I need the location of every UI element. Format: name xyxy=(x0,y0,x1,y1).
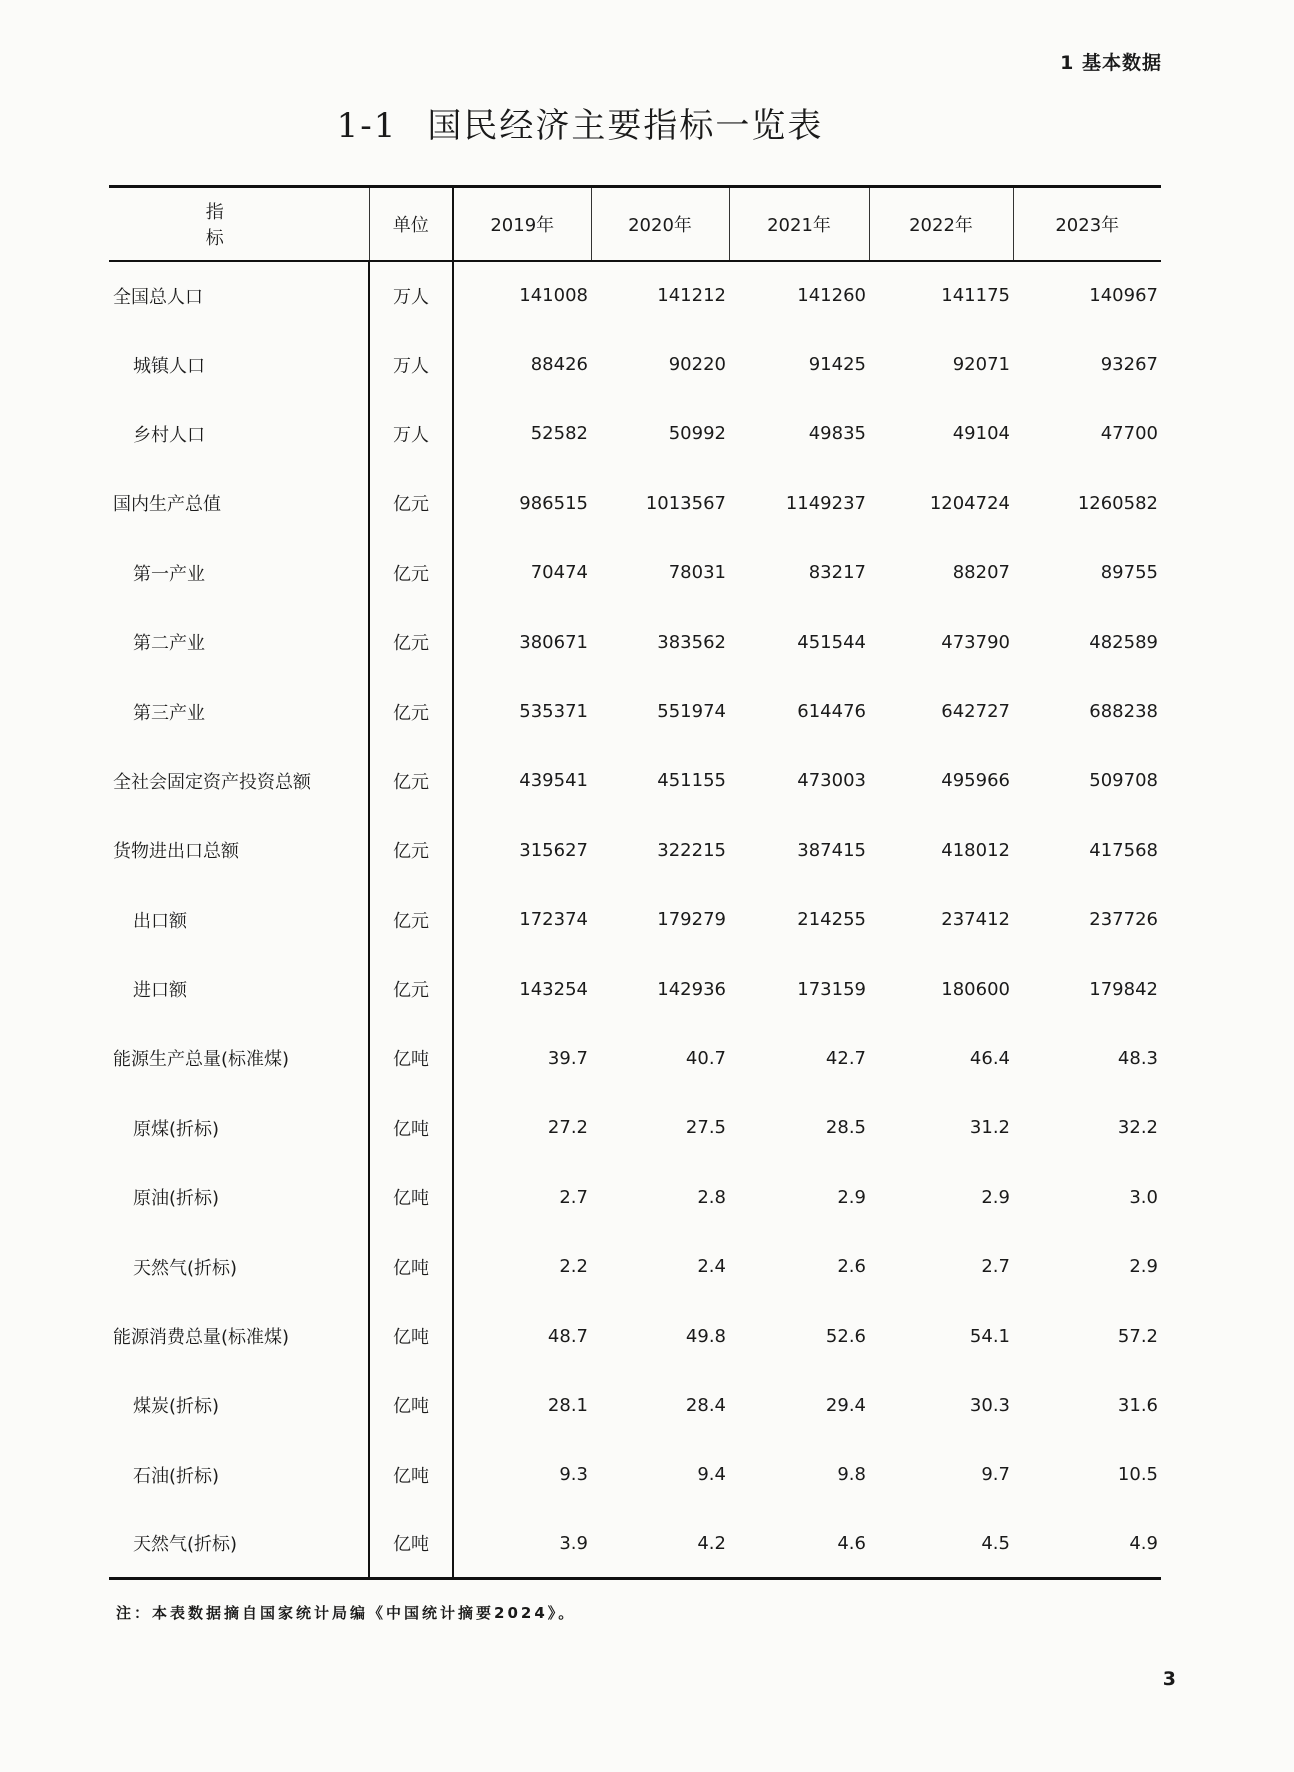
indicator-cell: 能源消费总量(标准煤) xyxy=(113,1327,290,1349)
value-cell: 30.3 xyxy=(969,1394,1010,1416)
value-cell: 1204724 xyxy=(929,492,1010,514)
value-cell: 49835 xyxy=(808,423,866,445)
value-cell: 93267 xyxy=(1100,354,1158,376)
table-row xyxy=(109,399,1161,468)
page-number: 3 xyxy=(1162,1668,1176,1690)
value-cell: 52.6 xyxy=(825,1325,866,1347)
unit-cell: 亿吨 xyxy=(369,1232,453,1301)
value-cell: 54.1 xyxy=(969,1325,1010,1347)
unit-cell: 亿元 xyxy=(369,538,453,607)
value-cell: 387415 xyxy=(797,839,866,861)
indicator-cell: 石油(折标) xyxy=(133,1465,220,1487)
value-cell: 4.2 xyxy=(697,1532,726,1554)
table-row xyxy=(109,1440,1161,1509)
indicator-cell: 全国总人口 xyxy=(113,286,203,308)
value-cell: 141008 xyxy=(519,285,588,307)
value-cell: 10.5 xyxy=(1117,1464,1158,1486)
unit-cell: 亿吨 xyxy=(369,1093,453,1162)
value-cell: 173159 xyxy=(797,978,866,1000)
value-cell: 39.7 xyxy=(547,1047,588,1069)
value-cell: 642727 xyxy=(941,701,1010,723)
value-cell: 417568 xyxy=(1089,839,1158,861)
table-row xyxy=(109,1510,1161,1579)
indicator-cell: 进口额 xyxy=(133,980,187,1002)
indicator-cell: 全社会固定资产投资总额 xyxy=(113,771,311,793)
value-cell: 28.5 xyxy=(825,1117,866,1139)
value-cell: 2.4 xyxy=(697,1256,726,1278)
value-cell: 70474 xyxy=(530,562,588,584)
indicator-cell: 出口额 xyxy=(133,910,187,932)
value-cell: 42.7 xyxy=(825,1047,866,1069)
value-cell: 27.2 xyxy=(547,1117,588,1139)
value-cell: 986515 xyxy=(519,492,588,514)
table-row xyxy=(109,885,1161,954)
indicator-cell: 天然气(折标) xyxy=(133,1534,238,1556)
value-cell: 1260582 xyxy=(1077,492,1158,514)
indicator-cell: 第二产业 xyxy=(133,633,205,655)
value-cell: 451544 xyxy=(797,631,866,653)
value-cell: 1013567 xyxy=(645,492,726,514)
unit-cell: 万人 xyxy=(369,261,453,330)
value-cell: 2.6 xyxy=(837,1256,866,1278)
unit-cell: 亿吨 xyxy=(369,1301,453,1370)
value-cell: 31.2 xyxy=(969,1117,1010,1139)
value-cell: 141212 xyxy=(657,285,726,307)
table-row xyxy=(109,330,1161,399)
value-cell: 495966 xyxy=(941,770,1010,792)
table-row xyxy=(109,469,1161,538)
unit-cell: 亿元 xyxy=(369,607,453,676)
unit-cell: 亿元 xyxy=(369,469,453,538)
table-row xyxy=(109,1024,1161,1093)
unit-cell: 亿元 xyxy=(369,954,453,1023)
value-cell: 688238 xyxy=(1089,701,1158,723)
value-cell: 2.9 xyxy=(981,1186,1010,1208)
indicator-cell: 货物进出口总额 xyxy=(113,841,239,863)
value-cell: 473003 xyxy=(797,770,866,792)
table-row xyxy=(109,538,1161,607)
value-cell: 88426 xyxy=(530,354,588,376)
value-cell: 2.9 xyxy=(1129,1256,1158,1278)
table-number: 1-1 xyxy=(336,106,398,146)
header-year: 2021年 xyxy=(729,187,869,261)
value-cell: 49104 xyxy=(952,423,1010,445)
indicator-cell: 国内生产总值 xyxy=(113,494,221,516)
value-cell: 40.7 xyxy=(685,1047,726,1069)
value-cell: 88207 xyxy=(952,562,1010,584)
value-cell: 179842 xyxy=(1089,978,1158,1000)
value-cell: 4.6 xyxy=(837,1532,866,1554)
value-cell: 48.3 xyxy=(1117,1047,1158,1069)
value-cell: 551974 xyxy=(657,701,726,723)
unit-cell: 亿吨 xyxy=(369,1510,453,1579)
value-cell: 322215 xyxy=(657,839,726,861)
header-year: 2020年 xyxy=(591,187,729,261)
unit-cell: 万人 xyxy=(369,330,453,399)
indicator-cell: 城镇人口 xyxy=(133,355,205,377)
table-row xyxy=(109,746,1161,815)
table-title-text: 国民经济主要指标一览表 xyxy=(427,106,824,146)
value-cell: 473790 xyxy=(941,631,1010,653)
indicator-cell: 煤炭(折标) xyxy=(133,1396,220,1418)
unit-cell: 亿元 xyxy=(369,885,453,954)
value-cell: 27.5 xyxy=(685,1117,726,1139)
value-cell: 4.5 xyxy=(981,1532,1010,1554)
value-cell: 28.1 xyxy=(547,1394,588,1416)
value-cell: 380671 xyxy=(519,631,588,653)
table-row xyxy=(109,261,1161,330)
value-cell: 50992 xyxy=(668,423,726,445)
unit-cell: 亿吨 xyxy=(369,1163,453,1232)
value-cell: 418012 xyxy=(941,839,1010,861)
table-note: 注：本表数据摘自国家统计局编《中国统计摘要2024》。 xyxy=(116,1604,577,1622)
header-indicator: 指 标 xyxy=(205,201,404,249)
indicator-cell: 原油(折标) xyxy=(133,1188,220,1210)
table-row xyxy=(109,1093,1161,1162)
unit-cell: 亿元 xyxy=(369,677,453,746)
value-cell: 614476 xyxy=(797,701,866,723)
page-title xyxy=(0,98,1160,147)
header-year: 2019年 xyxy=(453,187,591,261)
value-cell: 2.8 xyxy=(697,1186,726,1208)
indicator-cell: 第一产业 xyxy=(133,563,205,585)
unit-cell: 万人 xyxy=(369,399,453,468)
header-unit: 单位 xyxy=(369,187,453,261)
value-cell: 91425 xyxy=(808,354,866,376)
value-cell: 172374 xyxy=(519,909,588,931)
value-cell: 180600 xyxy=(941,978,1010,1000)
value-cell: 49.8 xyxy=(685,1325,726,1347)
header-year: 2022年 xyxy=(869,187,1013,261)
value-cell: 214255 xyxy=(797,909,866,931)
value-cell: 142936 xyxy=(657,978,726,1000)
value-cell: 57.2 xyxy=(1117,1325,1158,1347)
indicator-table xyxy=(109,185,1161,1580)
value-cell: 315627 xyxy=(519,839,588,861)
value-cell: 535371 xyxy=(519,701,588,723)
value-cell: 2.7 xyxy=(981,1256,1010,1278)
unit-cell: 亿吨 xyxy=(369,1371,453,1440)
value-cell: 237412 xyxy=(941,909,1010,931)
table-row xyxy=(109,1163,1161,1232)
header-year: 2023年 xyxy=(1013,187,1161,261)
table-row xyxy=(109,677,1161,746)
value-cell: 9.7 xyxy=(981,1464,1010,1486)
value-cell: 46.4 xyxy=(969,1047,1010,1069)
unit-cell: 亿吨 xyxy=(369,1024,453,1093)
value-cell: 32.2 xyxy=(1117,1117,1158,1139)
value-cell: 78031 xyxy=(668,562,726,584)
value-cell: 3.0 xyxy=(1129,1186,1158,1208)
table-row xyxy=(109,954,1161,1023)
indicator-cell: 天然气(折标) xyxy=(133,1257,238,1279)
indicator-cell: 能源生产总量(标准煤) xyxy=(113,1049,290,1071)
value-cell: 92071 xyxy=(952,354,1010,376)
value-cell: 83217 xyxy=(808,562,866,584)
unit-cell: 亿元 xyxy=(369,746,453,815)
value-cell: 2.7 xyxy=(559,1186,588,1208)
table-row xyxy=(109,1371,1161,1440)
value-cell: 509708 xyxy=(1089,770,1158,792)
value-cell: 47700 xyxy=(1100,423,1158,445)
table-row xyxy=(109,1301,1161,1370)
section-header: 1 基本数据 xyxy=(1060,52,1162,74)
table-row xyxy=(109,1232,1161,1301)
unit-cell: 亿元 xyxy=(369,816,453,885)
value-cell: 3.9 xyxy=(559,1532,588,1554)
value-cell: 141260 xyxy=(797,285,866,307)
table-row xyxy=(109,816,1161,885)
value-cell: 9.8 xyxy=(837,1464,866,1486)
value-cell: 9.4 xyxy=(697,1464,726,1486)
value-cell: 48.7 xyxy=(547,1325,588,1347)
value-cell: 2.9 xyxy=(837,1186,866,1208)
indicator-cell: 原煤(折标) xyxy=(133,1118,220,1140)
indicator-cell: 乡村人口 xyxy=(133,424,205,446)
value-cell: 29.4 xyxy=(825,1394,866,1416)
value-cell: 2.2 xyxy=(559,1256,588,1278)
value-cell: 31.6 xyxy=(1117,1394,1158,1416)
unit-cell: 亿吨 xyxy=(369,1440,453,1509)
value-cell: 482589 xyxy=(1089,631,1158,653)
value-cell: 52582 xyxy=(530,423,588,445)
value-cell: 451155 xyxy=(657,770,726,792)
indicator-cell: 第三产业 xyxy=(133,702,205,724)
value-cell: 1149237 xyxy=(785,492,866,514)
value-cell: 383562 xyxy=(657,631,726,653)
value-cell: 439541 xyxy=(519,770,588,792)
value-cell: 179279 xyxy=(657,909,726,931)
table-row xyxy=(109,607,1161,676)
value-cell: 143254 xyxy=(519,978,588,1000)
value-cell: 9.3 xyxy=(559,1464,588,1486)
table-body xyxy=(109,261,1161,1579)
value-cell: 141175 xyxy=(941,285,1010,307)
value-cell: 89755 xyxy=(1100,562,1158,584)
value-cell: 4.9 xyxy=(1129,1532,1158,1554)
table-header-row xyxy=(109,187,1161,261)
value-cell: 237726 xyxy=(1089,909,1158,931)
value-cell: 28.4 xyxy=(685,1394,726,1416)
value-cell: 140967 xyxy=(1089,285,1158,307)
value-cell: 90220 xyxy=(668,354,726,376)
